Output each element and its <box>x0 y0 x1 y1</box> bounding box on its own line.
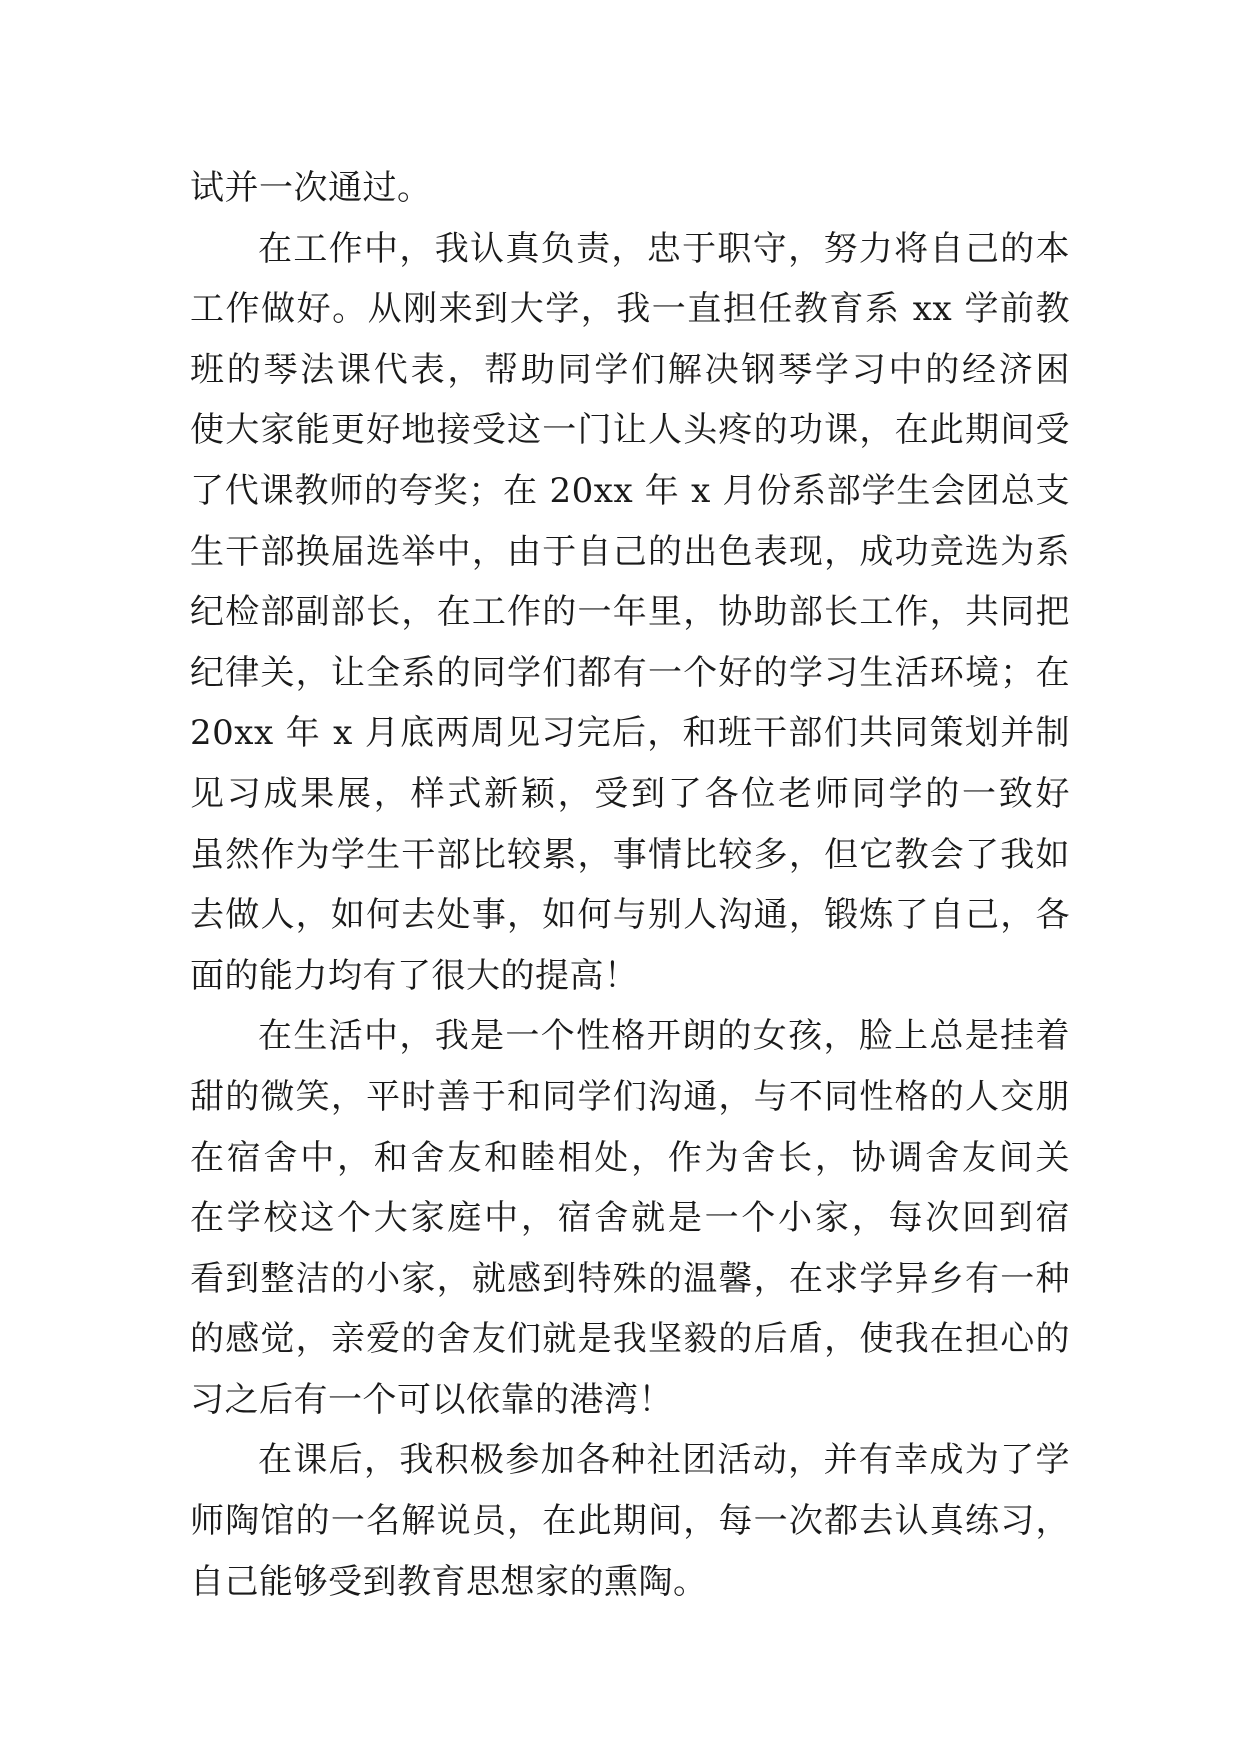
text-line: 自己能够受到教育思想家的熏陶。 <box>190 1561 708 1602</box>
document-body <box>190 158 1070 1612</box>
paragraph-first-line: 在工作中，我认真负责，忠于职守，努力将自己的本 <box>258 228 1070 269</box>
text-line: 试并一次通过。 <box>190 168 432 208</box>
text-line: 甜的微笑，平时善于和同学们沟通，与不同性格的人交朋 <box>190 1076 1070 1117</box>
text-line: 虽然作为学生干部比较累，事情比较多，但它教会了我如 <box>190 834 1070 875</box>
text-line: 在宿舍中，和舍友和睦相处，作为舍长，协调舍友间关 <box>190 1137 1070 1178</box>
text-line: 20xx 年 x 月底两周见习完后，和班干部们共同策划并制 <box>190 713 1070 754</box>
text-line: 看到整洁的小家，就感到特殊的温馨，在求学异乡有一种 <box>190 1258 1070 1299</box>
text-line: 去做人，如何去处事，如何与别人沟通，锻炼了自己，各 <box>190 895 1070 936</box>
text-line: 了代课教师的夸奖；在 20xx 年 x 月份系部学生会团总支 <box>190 470 1070 511</box>
paragraph-first-line: 在生活中，我是一个性格开朗的女孩，脸上总是挂着 <box>258 1016 1070 1057</box>
text-line: 纪检部副部长，在工作的一年里，协助部长工作，共同把 <box>190 592 1070 633</box>
text-line: 师陶馆的一名解说员，在此期间，每一次都去认真练习， <box>190 1501 1070 1542</box>
text-line: 在学校这个大家庭中，宿舍就是一个小家，每次回到宿 <box>190 1198 1070 1239</box>
text-line: 见习成果展，样式新颖，受到了各位老师同学的一致好 <box>190 773 1070 814</box>
text-line: 面的能力均有了很大的提高！ <box>190 955 639 996</box>
text-line: 生干部换届选举中，由于自己的出色表现，成功竞选为系 <box>190 531 1070 572</box>
text-line: 使大家能更好地接受这一门让人头疼的功课，在此期间受 <box>190 410 1070 451</box>
text-line: 工作做好。从刚来到大学，我一直担任教育系 xx 学前教 <box>190 289 1070 330</box>
paragraph-first-line: 在课后，我积极参加各种社团活动，并有幸成为了学 <box>258 1440 1070 1481</box>
text-line: 纪律关，让全系的同学们都有一个好的学习生活环境；在 <box>190 652 1070 693</box>
text-line: 习之后有一个可以依靠的港湾！ <box>190 1379 673 1420</box>
text-line: 班的琴法课代表，帮助同学们解决钢琴学习中的经济困 <box>190 349 1070 390</box>
text-line: 的感觉，亲爱的舍友们就是我坚毅的后盾，使我在担心的 <box>190 1319 1070 1360</box>
